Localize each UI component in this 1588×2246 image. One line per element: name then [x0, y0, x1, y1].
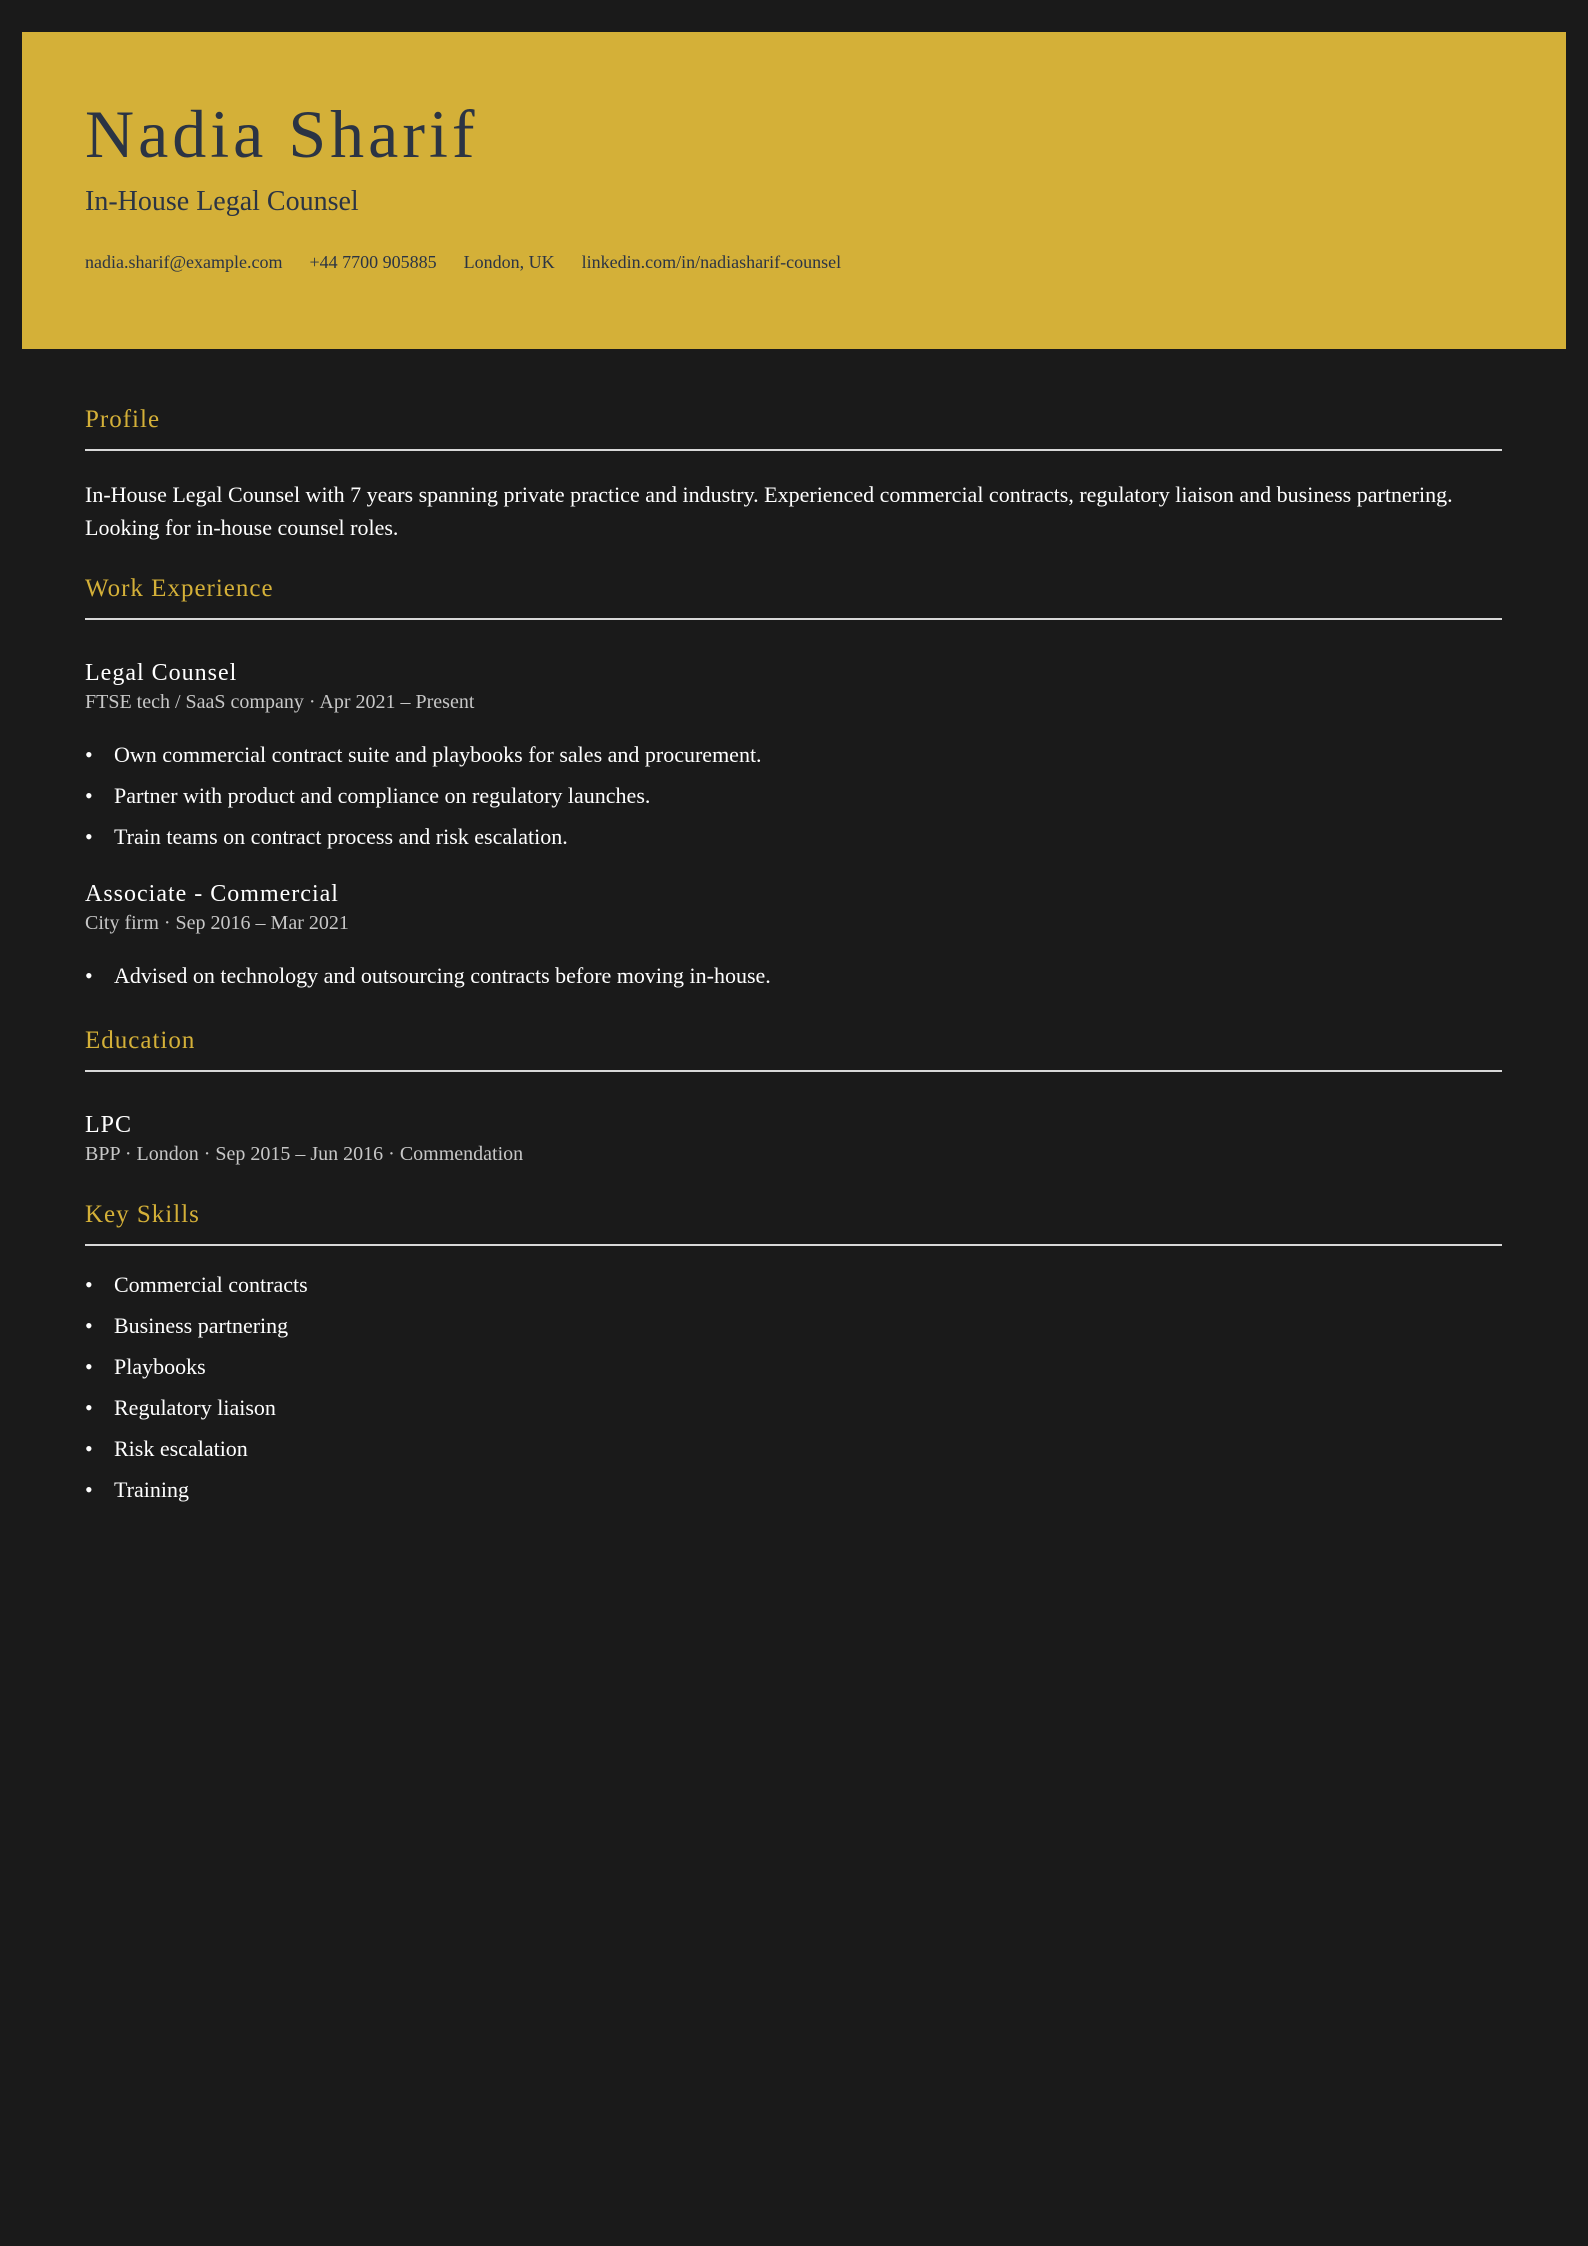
bullet-icon: •: [85, 963, 93, 988]
job-meta: FTSE tech / SaaS company · Apr 2021 – Present: [85, 691, 475, 713]
profile-section: [85, 405, 1502, 544]
candidate-role: In-House Legal Counsel: [85, 186, 359, 217]
job-entry: [85, 658, 1502, 857]
job-bullet-text: Own commercial contract suite and playbooks for sales and procurement.: [114, 742, 762, 767]
profile-summary: In-House Legal Counsel with 7 years spanning private practice and industry. Experienced commercial contracts, regulatory liaison and business partnering. Looking for in-house counsel roles.: [85, 482, 1453, 540]
education-section: [85, 1026, 1502, 1168]
contact-linkedin: linkedin.com/in/nadiasharif-counsel: [581, 252, 842, 272]
job-bullets: [85, 955, 1502, 996]
skill-text: Training: [114, 1477, 189, 1502]
job-bullet: [85, 955, 1502, 996]
job-title: Legal Counsel: [85, 660, 238, 686]
skills-list: [85, 1264, 1502, 1510]
contact-email: nadia.sharif@example.com: [85, 252, 283, 272]
skill-item: [85, 1469, 1502, 1510]
bullet-icon: •: [85, 1395, 93, 1420]
job-bullet: [85, 816, 1502, 857]
profile-heading: Profile: [85, 405, 1502, 451]
bullet-icon: •: [85, 824, 93, 849]
skills-section: [85, 1200, 1502, 1510]
degree-meta: BPP · London · Sep 2015 – Jun 2016 · Commendation: [85, 1143, 524, 1165]
job-bullet: [85, 775, 1502, 816]
job-bullet-text: Partner with product and compliance on regulatory launches.: [114, 783, 651, 808]
bullet-icon: •: [85, 742, 93, 767]
skill-text: Playbooks: [114, 1354, 206, 1379]
education-entry: [85, 1110, 1502, 1168]
bullet-icon: •: [85, 1272, 93, 1297]
job-bullet-text: Train teams on contract process and risk escalation.: [114, 824, 568, 849]
education-heading: Education: [85, 1026, 1502, 1072]
resume-header: [22, 32, 1566, 349]
bullet-icon: •: [85, 1354, 93, 1379]
skill-text: Business partnering: [114, 1313, 289, 1338]
bullet-icon: •: [85, 1477, 93, 1502]
contact-phone: +44 7700 905885: [309, 252, 437, 272]
degree-title: LPC: [85, 1112, 133, 1138]
job-entry: [85, 879, 1502, 996]
skill-text: Risk escalation: [114, 1436, 248, 1461]
experience-section: [85, 574, 1502, 996]
job-title: Associate - Commercial: [85, 881, 339, 907]
experience-heading: Work Experience: [85, 574, 1502, 620]
skill-text: Regulatory liaison: [114, 1395, 276, 1420]
skills-heading: Key Skills: [85, 1200, 1502, 1246]
candidate-name: Nadia Sharif: [85, 96, 479, 172]
skill-text: Commercial contracts: [114, 1272, 308, 1297]
bullet-icon: •: [85, 1313, 93, 1338]
skill-item: [85, 1264, 1502, 1305]
job-bullet-text: Advised on technology and outsourcing contracts before moving in-house.: [114, 963, 771, 988]
skill-item: [85, 1305, 1502, 1346]
job-bullet: [85, 734, 1502, 775]
job-bullets: [85, 734, 1502, 857]
contact-line: [85, 252, 841, 273]
bullet-icon: •: [85, 1436, 93, 1461]
resume-body: [85, 405, 1502, 1510]
skill-item: [85, 1428, 1502, 1469]
skill-item: [85, 1346, 1502, 1387]
job-meta: City firm · Sep 2016 – Mar 2021: [85, 912, 349, 934]
skill-item: [85, 1387, 1502, 1428]
contact-location: London, UK: [463, 252, 555, 272]
bullet-icon: •: [85, 783, 93, 808]
